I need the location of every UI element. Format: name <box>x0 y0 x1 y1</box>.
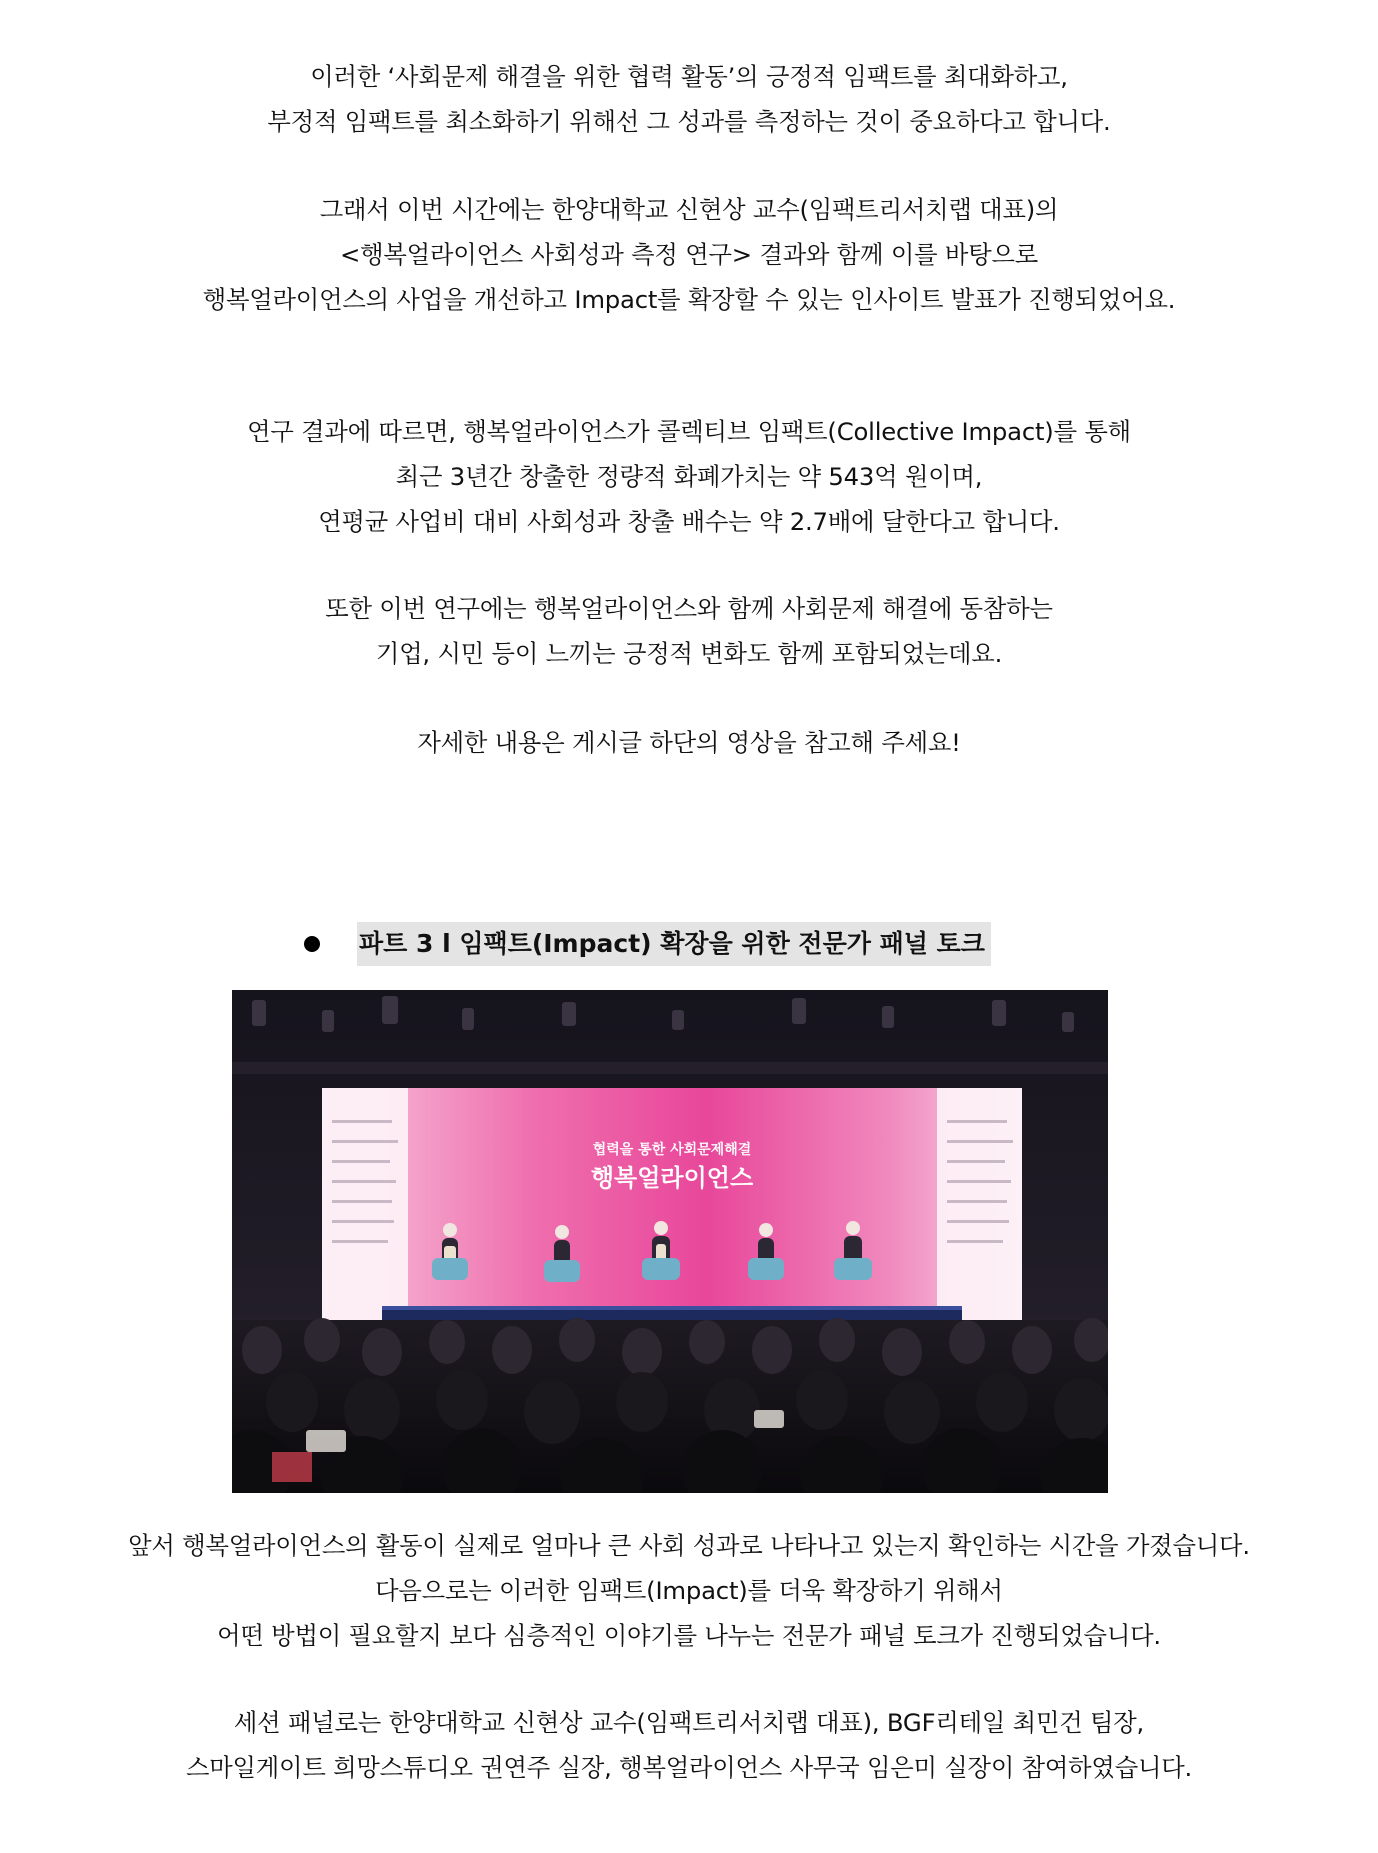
text-line: 어떤 방법이 필요할지 보다 심층적인 이야기를 나누는 전문가 패널 토크가 진행되었습니다. <box>217 1621 1161 1650</box>
screen-title: 행복얼라이언스 <box>590 1164 754 1192</box>
bullet-icon <box>304 936 320 952</box>
section-heading-text: 파트 3 l 임팩트(Impact) 확장을 위한 전문가 패널 토크 <box>357 922 991 966</box>
panel-talk-photo <box>232 990 1108 1493</box>
text-line: 이러한 ‘사회문제 해결을 위한 협력 활동’의 긍정적 임팩트를 최대화하고, <box>310 62 1068 91</box>
text-line: 스마일게이트 희망스튜디오 권연주 실장, 행복얼라이언스 사무국 임은미 실장이 참여하였습니다. <box>185 1753 1193 1782</box>
text-line: 부정적 임팩트를 최소화하기 위해선 그 성과를 측정하는 것이 중요하다고 합니다. <box>267 107 1111 136</box>
text-line: 다음으로는 이러한 임팩트(Impact)를 더욱 확장하기 위해서 <box>375 1576 1003 1605</box>
text-line: 그래서 이번 시간에는 한양대학교 신현상 교수(임팩트리서치랩 대표)의 <box>319 195 1059 224</box>
text-line: 연구 결과에 따르면, 행복얼라이언스가 콜렉티브 임팩트(Collective Impact)를 통해 <box>247 417 1131 446</box>
research-intro-paragraph <box>0 187 1378 322</box>
research-scope-paragraph <box>0 586 1378 676</box>
text-line: 기업, 시민 등이 느끼는 긍정적 변화도 함께 포함되었는데요. <box>375 639 1003 668</box>
text-line: 앞서 행복얼라이언스의 활동이 실제로 얼마나 큰 사회 성과로 나타나고 있는지 확인하는 시간을 가졌습니다. <box>128 1531 1250 1560</box>
text-line: 자세한 내용은 게시글 하단의 영상을 참고해 주세요! <box>417 728 961 757</box>
section-heading <box>0 922 1378 966</box>
text-line: 연평균 사업비 대비 사회성과 창출 배수는 약 2.7배에 달한다고 합니다. <box>318 507 1060 536</box>
screen-subtitle: 협력을 통한 사회문제해결 <box>592 1142 752 1158</box>
panel-talk-intro-paragraph <box>0 1523 1378 1658</box>
text-line: 세션 패널로는 한양대학교 신현상 교수(임팩트리서치랩 대표), BGF리테일 최민건 팀장, <box>233 1708 1145 1737</box>
intro-paragraph <box>0 54 1378 144</box>
video-note-paragraph <box>0 720 1378 765</box>
text-line: 최근 3년간 창출한 정량적 화폐가치는 약 543억 원이며, <box>395 462 983 491</box>
research-result-paragraph <box>0 409 1378 544</box>
text-line: <행복얼라이언스 사회성과 측정 연구> 결과와 함께 이를 바탕으로 <box>339 240 1039 269</box>
text-line: 행복얼라이언스의 사업을 개선하고 Impact를 확장할 수 있는 인사이트 발표가 진행되었어요. <box>202 285 1176 314</box>
text-line: 또한 이번 연구에는 행복얼라이언스와 함께 사회문제 해결에 동참하는 <box>325 594 1053 623</box>
panelists-paragraph <box>0 1700 1378 1790</box>
